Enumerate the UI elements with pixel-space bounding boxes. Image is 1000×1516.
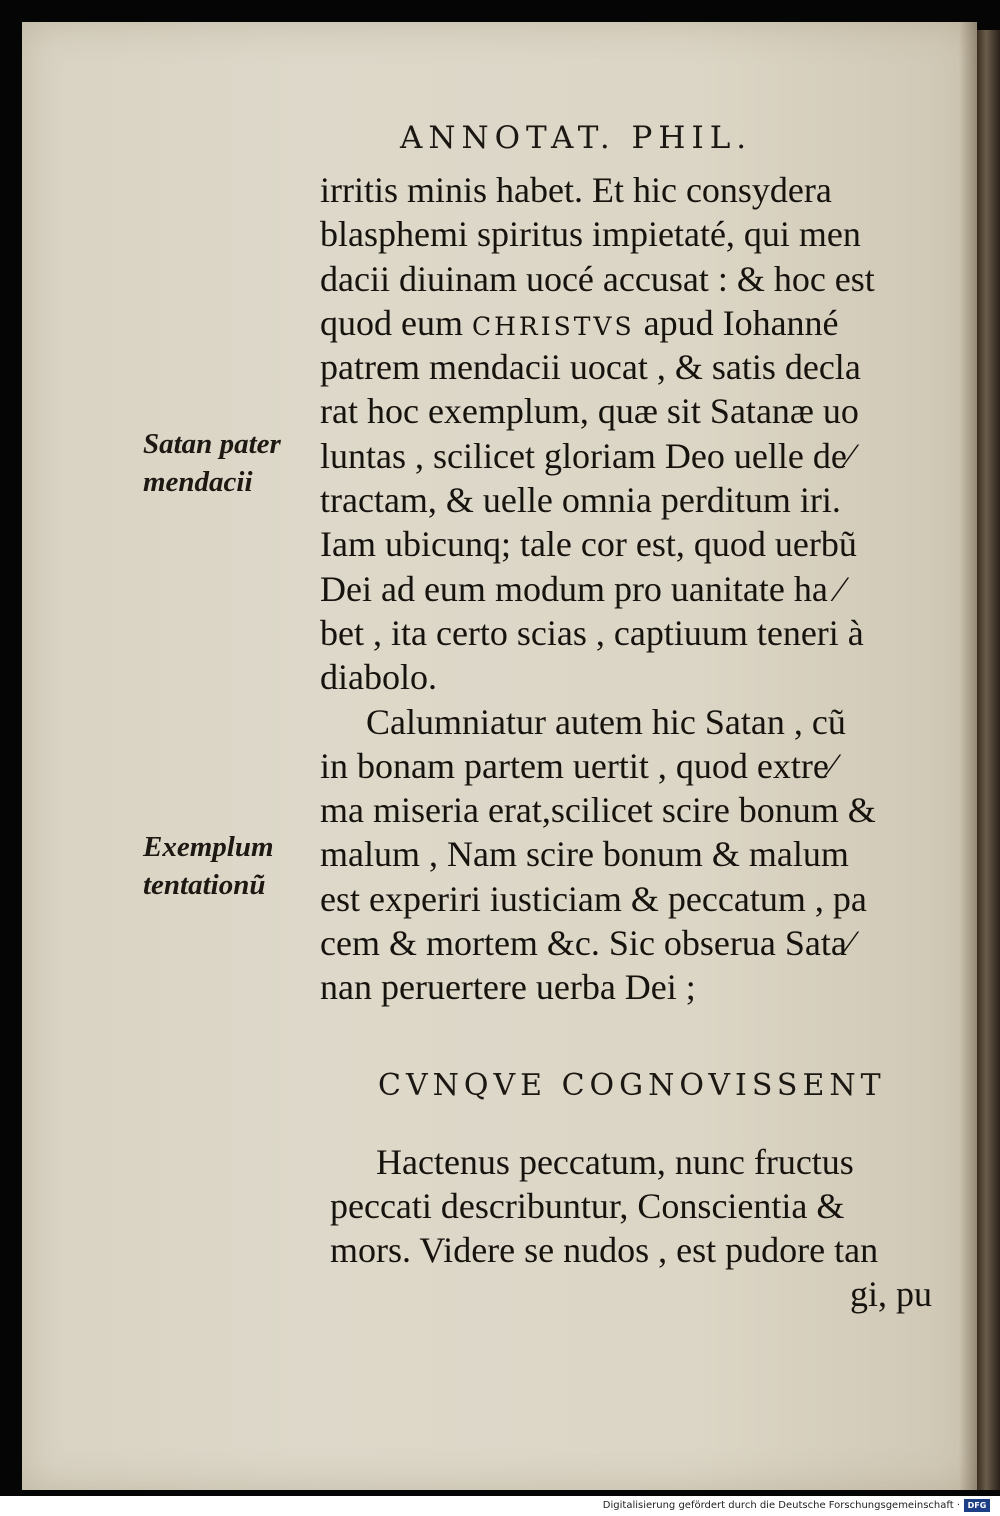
dfg-logo: DFG bbox=[964, 1499, 990, 1512]
page-shadow bbox=[959, 22, 977, 1490]
text-line: Iam ubicunq; tale cor est, quod uerbũ bbox=[320, 524, 857, 565]
marginal-note-line: tentationũ bbox=[143, 869, 266, 901]
marginal-note-line: mendacii bbox=[143, 466, 253, 498]
text-segment: apud Iohanné bbox=[634, 302, 839, 343]
text-line: Hactenus peccatum, nunc fructus bbox=[376, 1142, 854, 1182]
text-line: patrem mendacii uocat , & satis decla bbox=[320, 347, 861, 388]
marginal-note-exemplum bbox=[143, 828, 274, 904]
text-line: luntas , scilicet gloriam Deo uelle de⁄ bbox=[320, 435, 853, 476]
text-line: diabolo. bbox=[320, 657, 437, 698]
text-line: rat hoc exemplum, quæ sit Satanæ uo bbox=[320, 391, 859, 432]
text-line: in bonam partem uertit , quod extre⁄ bbox=[320, 745, 835, 786]
text-line: ma miseria erat,scilicet scire bonum & bbox=[320, 790, 876, 831]
text-line: bet , ita certo scias , captiuum teneri à bbox=[320, 612, 864, 653]
text-line: est experiri iusticiam & peccatum , pa bbox=[320, 878, 867, 919]
marginal-note-satan bbox=[143, 425, 281, 501]
text-line bbox=[320, 301, 940, 345]
marginal-note-line: Exemplum bbox=[143, 831, 274, 863]
text-line: cem & mortem &c. Sic obserua Sata⁄ bbox=[320, 923, 853, 964]
text-line: malum , Nam scire bonum & malum bbox=[320, 834, 849, 875]
text-line: mors. Videre se nudos , est pudore tan bbox=[330, 1230, 879, 1270]
text-line: blasphemi spiritus impietaté, qui men bbox=[320, 214, 861, 255]
second-text-block bbox=[330, 1140, 940, 1316]
christus-small-caps: CHRISTVS bbox=[471, 311, 635, 341]
text-line: Dei ad eum modum pro uanitate ha ⁄ bbox=[320, 568, 843, 609]
text-line: dacii diuinam uocé accusat : & hoc est bbox=[320, 258, 875, 299]
book-edge bbox=[977, 30, 1000, 1490]
main-text-block bbox=[320, 168, 940, 1010]
text-line: tractam, & uelle omnia perditum iri. bbox=[320, 480, 841, 521]
running-head: ANNOTAT. PHIL. bbox=[400, 120, 753, 156]
text-line: Calumniatur autem hic Satan , cũ bbox=[366, 701, 846, 742]
catchword: gi, pu bbox=[849, 1274, 932, 1314]
text-line: nan peruertere uerba Dei ; bbox=[320, 967, 696, 1008]
section-heading: CVNQVE COGNOVISSENT bbox=[378, 1068, 886, 1103]
text-line: peccati describuntur, Conscientia & bbox=[330, 1186, 845, 1226]
funding-credit: Digitalisierung gefördert durch die Deutsche Forschungsgemeinschaft · bbox=[602, 1500, 960, 1511]
marginal-note-line: Satan pater bbox=[143, 428, 281, 460]
text-segment: quod eum bbox=[320, 302, 472, 343]
text-line: irritis minis habet. Et hic consydera bbox=[320, 170, 832, 210]
